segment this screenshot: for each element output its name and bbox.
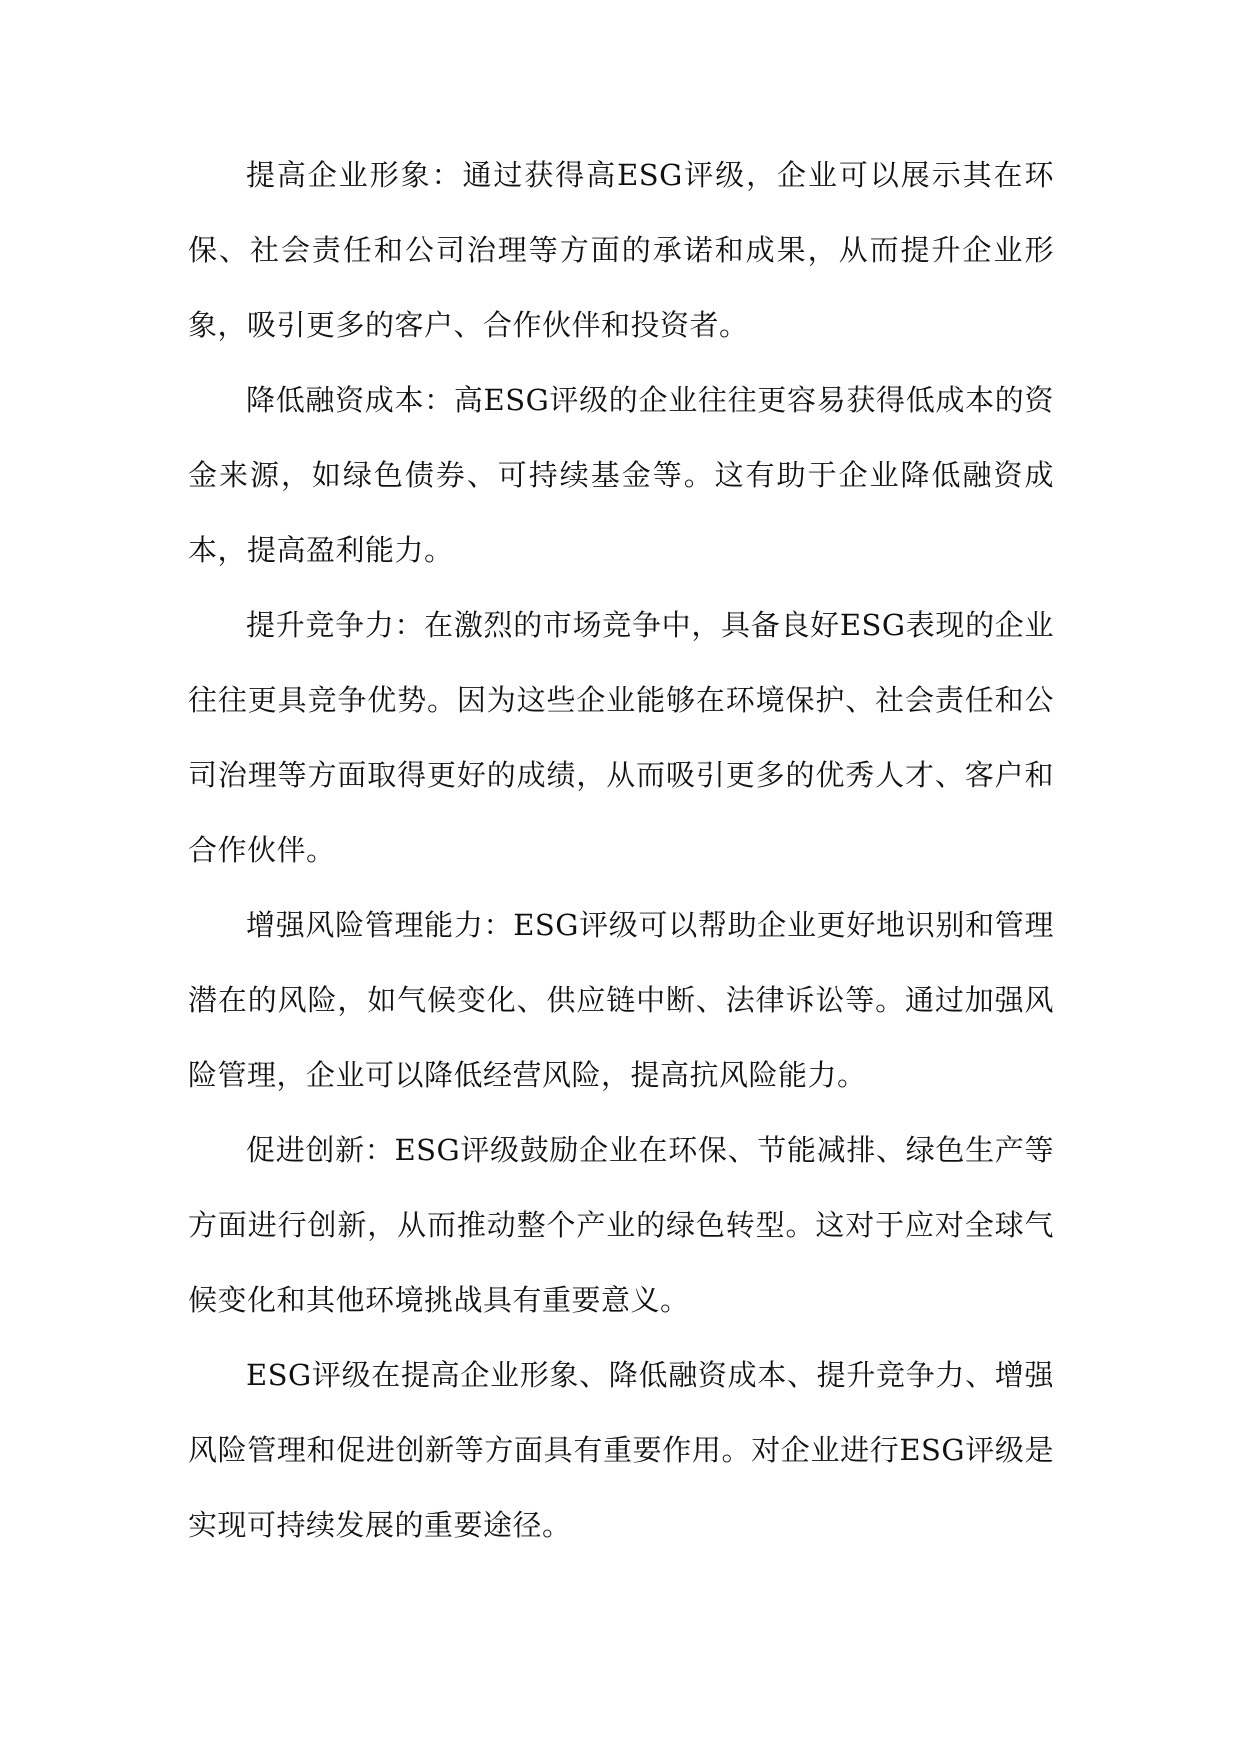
paragraph-risk-management: 增强风险管理能力：ESG评级可以帮助企业更好地识别和管理潜在的风险，如气候变化、供应链中断、法律诉讼等。通过加强风险管理，企业可以降低经营风险，提高抗风险能力。 [188, 908, 1054, 1092]
paragraph-conclusion: ESG评级在提高企业形象、降低融资成本、提升竞争力、增强风险管理和促进创新等方面具有重要作用。对企业进行ESG评级是实现可持续发展的重要途径。 [188, 1358, 1054, 1542]
paragraph-competitiveness: 提升竞争力：在激烈的市场竞争中，具备良好ESG表现的企业往往更具竞争优势。因为这些企业能够在环境保护、社会责任和公司治理等方面取得更好的成绩，从而吸引更多的优秀人才、客户和合作伙伴。 [188, 608, 1054, 867]
paragraph-financing-cost: 降低融资成本：高ESG评级的企业往往更容易获得低成本的资金来源，如绿色债券、可持续基金等。这有助于企业降低融资成本，提高盈利能力。 [188, 383, 1054, 567]
document-body [188, 138, 1054, 1563]
paragraph-corporate-image: 提高企业形象：通过获得高ESG评级，企业可以展示其在环保、社会责任和公司治理等方面的承诺和成果，从而提升企业形象，吸引更多的客户、合作伙伴和投资者。 [188, 158, 1054, 342]
paragraph-innovation: 促进创新：ESG评级鼓励企业在环保、节能减排、绿色生产等方面进行创新，从而推动整个产业的绿色转型。这对于应对全球气候变化和其他环境挑战具有重要意义。 [188, 1133, 1054, 1317]
